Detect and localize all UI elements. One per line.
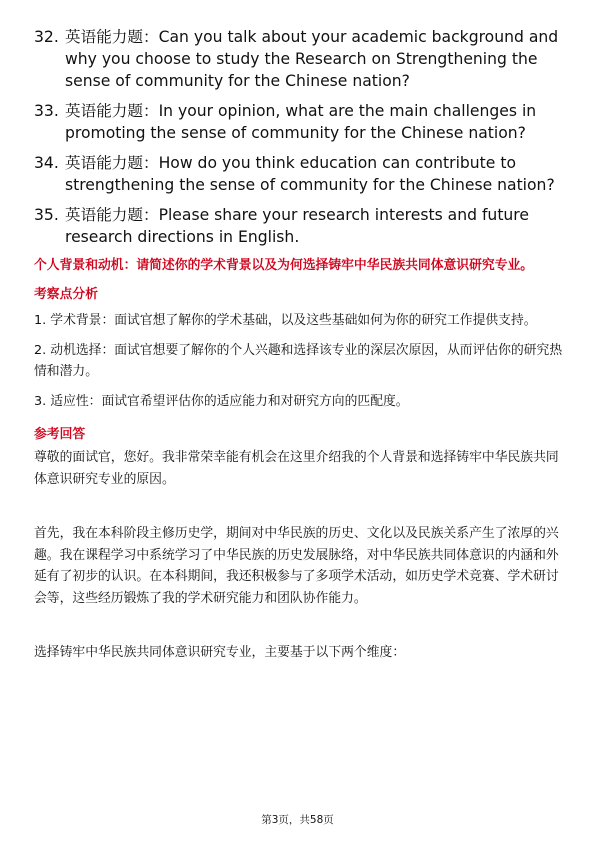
- analysis-point: 3. 适应性：面试官希望评估你的适应能力和对研究方向的匹配度。: [34, 393, 409, 409]
- question-number: 33.: [34, 102, 59, 120]
- page-number: 第3页，共58页: [261, 814, 334, 826]
- analysis-title: 考察点分析: [34, 287, 98, 302]
- question-number: 34.: [34, 154, 59, 172]
- analysis-point: 1. 学术背景：面试官想了解你的学术基础，以及这些基础如何为你的研究工作提供支持。: [34, 313, 537, 328]
- answer-paragraph: 首先，我在本科阶段主修历史学，期间对中华民族的历史、文化以及民族关系产生了浓厚的兴趣。我在课程学习中系统学习了中华民族的历史发展脉络，对中华民族共同体意识的内涵和外延有了初步的认识。在本科期间，我还积极参与了多项学术活动，如历史学术竞赛、学术研讨会等，这些经历锻炼了我的学术研究能力和团队协作能力。: [34, 526, 559, 606]
- question-item: [34, 26, 566, 92]
- question-text: 英语能力题：Please share your research interests and future research directions in English.: [65, 206, 529, 246]
- question-text: 英语能力题：How do you think education can contribute to strengthening the sense of community for the Chinese nation?: [65, 154, 555, 194]
- answer-section: [34, 256, 566, 664]
- question-list: [34, 26, 566, 256]
- question-item: [34, 100, 566, 144]
- question-item: [34, 204, 566, 248]
- answer-paragraph: 选择铸牢中华民族共同体意识研究专业，主要基于以下两个维度：: [34, 645, 406, 660]
- question-text: 英语能力题：Can you talk about your academic background and why you choose to study the Research on Strengthening the sense of community for the Chinese nation?: [65, 28, 559, 90]
- answer-paragraph: 尊敬的面试官，您好。我非常荣幸能有机会在这里介绍我的个人背景和选择铸牢中华民族共同体意识研究专业的原因。: [34, 450, 559, 487]
- question-number: 35.: [34, 206, 59, 224]
- section-heading: 个人背景和动机：请简述你的学术背景以及为何选择铸牢中华民族共同体意识研究专业。: [34, 258, 534, 273]
- answer-title: 参考回答: [34, 427, 86, 442]
- question-number: 32.: [34, 28, 59, 46]
- question-item: [34, 152, 566, 196]
- analysis-point: 2. 动机选择：面试官想要了解你的个人兴趣和选择该专业的深层次原因，从而评估你的研究热情和潜力。: [34, 342, 563, 379]
- question-text: 英语能力题：In your opinion, what are the main challenges in promoting the sense of community for the Chinese nation?: [65, 102, 537, 142]
